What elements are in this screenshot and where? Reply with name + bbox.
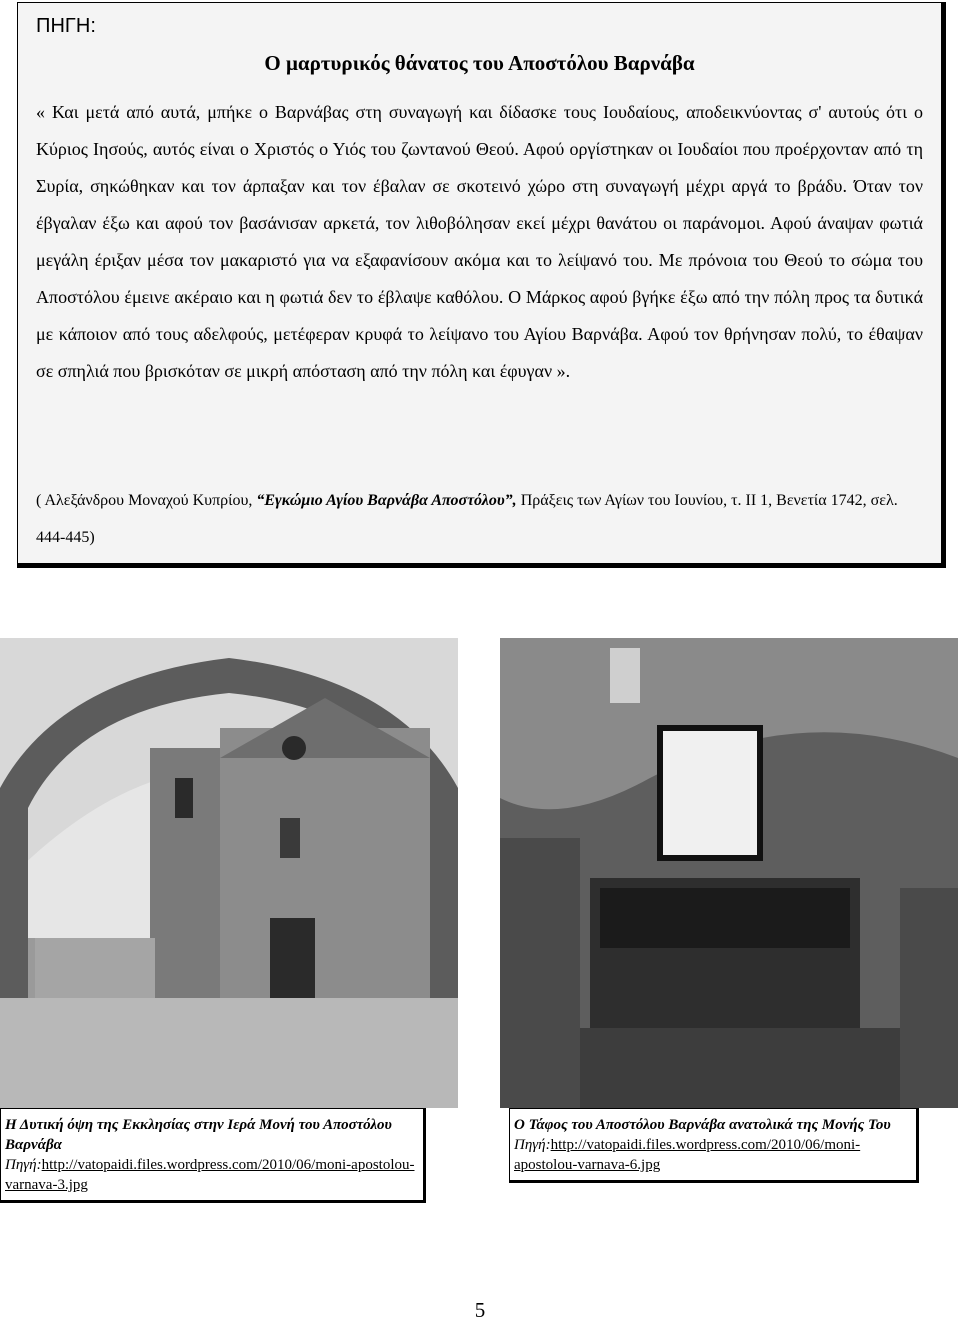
reference-prefix: ( Αλεξάνδρου Μοναχού Κυπρίου, (36, 492, 257, 509)
caption-source-label: Πηγή: (514, 1137, 551, 1153)
quote-title: Ο μαρτυρικός θάνατος του Αποστόλου Βαρνάβα (264, 51, 695, 75)
source-box (17, 2, 946, 568)
source-label: ΠΗΓΗ: (36, 15, 96, 37)
caption-title: Η Δυτική όψη της Εκκλησίας στην Ιερά Μονή του Αποστόλου Βαρνάβα (5, 1117, 392, 1153)
tomb-illustration (500, 638, 958, 1108)
quote-reference (36, 482, 923, 556)
apostle-tomb-photo (500, 638, 958, 1108)
quote-text: « Και μετά από αυτά, μπήκε ο Βαρνάβας στη συναγωγή και δίδασκε τους Ιουδαίους, αποδεικνύοντας σ' αυτούς ότι ο Κύριος Ιησούς, αυτός είναι ο Χριστός ο Υιός του ζωντανού Θεού. Αφού οργίστηκαν οι Ιουδαίοι που προέρχονταν από τη Συρία, σηκώθηκαν και τον άρπαξαν και τον έβαλαν σε σκοτεινό χώρο στη συναγωγή μέχρι αργά το βράδυ. Όταν τον έβγαλαν έξω και αφού τον βασάνισαν αρκετά, τον λιθοβόλησαν εκεί μέχρι θανάτου οι παράνομοι. Αφού άναψαν φωτιά μεγάλη έριξαν μέσα τον μακαριστό για να εξαφανίσουν ακόμα και το λείψανό του. Με πρόνοια του Θεού το σώμα του Αποστόλου έμεινε ακέραιο και η φωτιά δεν το έβλαψε καθόλου. Ο Μάρκος αφού βγήκε έξω από την πόλη προς τα δυτικά με κάποιον από τους αδελφούς, μετέφεραν κρυφά το λείψανο του Αγίου Βαρνάβα. Αφού τον θρήνησαν πολύ, το έθαψαν σε σπηλιά που βρισκόταν σε μικρή απόσταση από την πόλη και έφυγαν ». (36, 102, 923, 381)
figure-caption-right (509, 1108, 919, 1183)
reference-work-title: “Εγκώμιο Αγίου Βαρνάβα Αποστόλου”, (256, 492, 517, 509)
church-illustration (0, 638, 458, 1108)
page-number: 5 (474, 1298, 486, 1322)
church-west-facade-photo (0, 638, 458, 1108)
caption-source-link[interactable]: http://vatopaidi.files.wordpress.com/2010/06/moni-apostolou-varnava-3.jpg (5, 1157, 415, 1193)
reference-suffix: Πράξεις των Αγίων του Ιουνίου, τ. ΙΙ 1, Βενετία 1742, σελ. 444-445) (36, 492, 898, 546)
figure-caption-left (0, 1108, 426, 1203)
caption-source-label: Πηγή: (5, 1157, 42, 1173)
caption-title: Ο Τάφος του Αποστόλου Βαρνάβα ανατολικά της Μονής Του (514, 1117, 891, 1133)
caption-source-link[interactable]: http://vatopaidi.files.wordpress.com/2010/06/moni-apostolou-varnava-6.jpg (514, 1137, 861, 1173)
